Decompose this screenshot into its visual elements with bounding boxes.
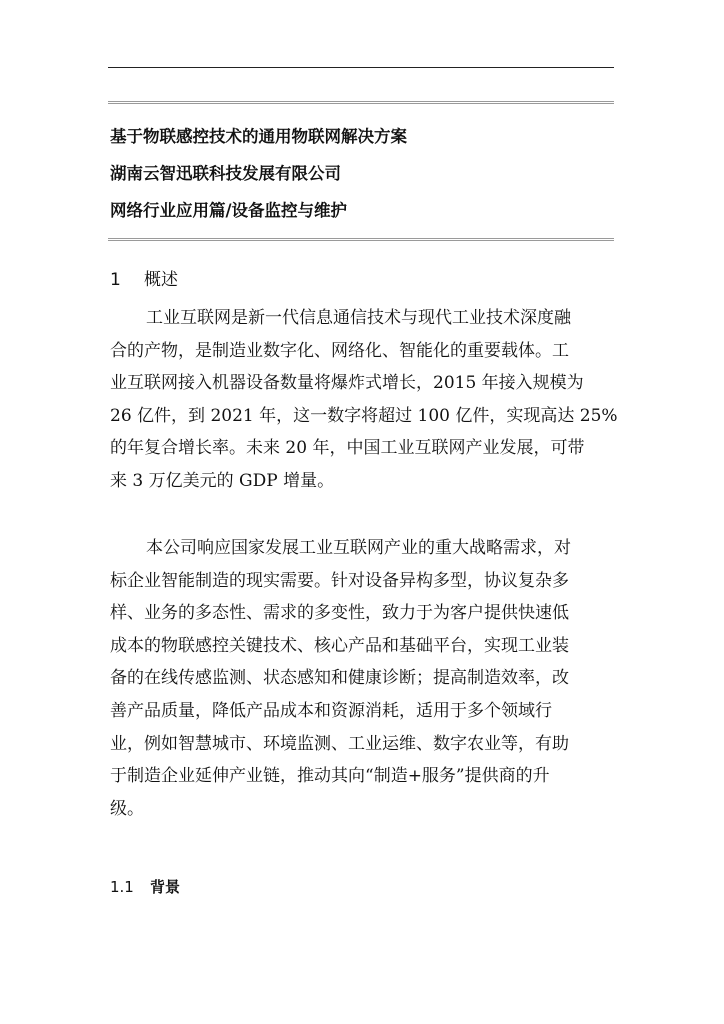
- paragraph-overview: [110, 302, 618, 498]
- subsection-title: 背景: [150, 878, 181, 896]
- paragraph-line: 业，例如智慧城市、环境监测、工业运维、数字农业等，有助: [110, 733, 569, 754]
- paragraph-line: 工业互联网是新一代信息通信技术与现代工业技术深度融: [146, 308, 571, 328]
- document-title: 基于物联感控技术的通用物联网解决方案: [110, 127, 407, 146]
- section-number: 1: [110, 270, 121, 290]
- paragraph-company: [110, 532, 604, 825]
- document-header: [110, 118, 614, 229]
- paragraph-line: 的年复合增长率。未来 20 年，中国工业互联网产业发展，可带: [110, 438, 585, 459]
- section-heading: [110, 268, 178, 292]
- paragraph-line: 善产品质量，降低产品成本和资源消耗，适用于多个领域行: [110, 700, 552, 721]
- section-title: 概述: [144, 270, 178, 290]
- header-top-rule: [108, 67, 614, 68]
- subsection-number: 1.1: [110, 878, 134, 896]
- document-category: 网络行业应用篇/设备监控与维护: [110, 201, 348, 220]
- header-bottom-double-rule: [108, 238, 614, 241]
- paragraph-line: 来 3 万亿美元的 GDP 增量。: [110, 470, 335, 491]
- paragraph-line: 于制造企业延伸产业链，推动其向“制造+服务”提供商的升: [110, 766, 550, 787]
- header-double-rule: [108, 101, 614, 104]
- paragraph-line: 成本的物联感控关键技术、核心产品和基础平台，实现工业装: [110, 635, 569, 656]
- paragraph-line: 备的在线传感监测、状态感知和健康诊断；提高制造效率，改: [110, 668, 569, 689]
- paragraph-line: 本公司响应国家发展工业互联网产业的重大战略需求，对: [146, 538, 571, 558]
- paragraph-line: 合的产物，是制造业数字化、网络化、智能化的重要载体。工: [110, 340, 569, 361]
- subsection-heading: [110, 876, 180, 898]
- paragraph-line: 标企业智能制造的现实需要。针对设备异构多型，协议复杂多: [110, 570, 569, 591]
- company-name: 湖南云智迅联科技发展有限公司: [110, 164, 341, 183]
- paragraph-line: 级。: [110, 798, 144, 819]
- paragraph-line: 26 亿件，到 2021 年，这一数字将超过 100 亿件，实现高达 25%: [110, 405, 618, 426]
- paragraph-line: 业互联网接入机器设备数量将爆炸式增长，2015 年接入规模为: [110, 373, 584, 394]
- paragraph-line: 样、业务的多态性、需求的多变性，致力于为客户提供快速低: [110, 603, 569, 624]
